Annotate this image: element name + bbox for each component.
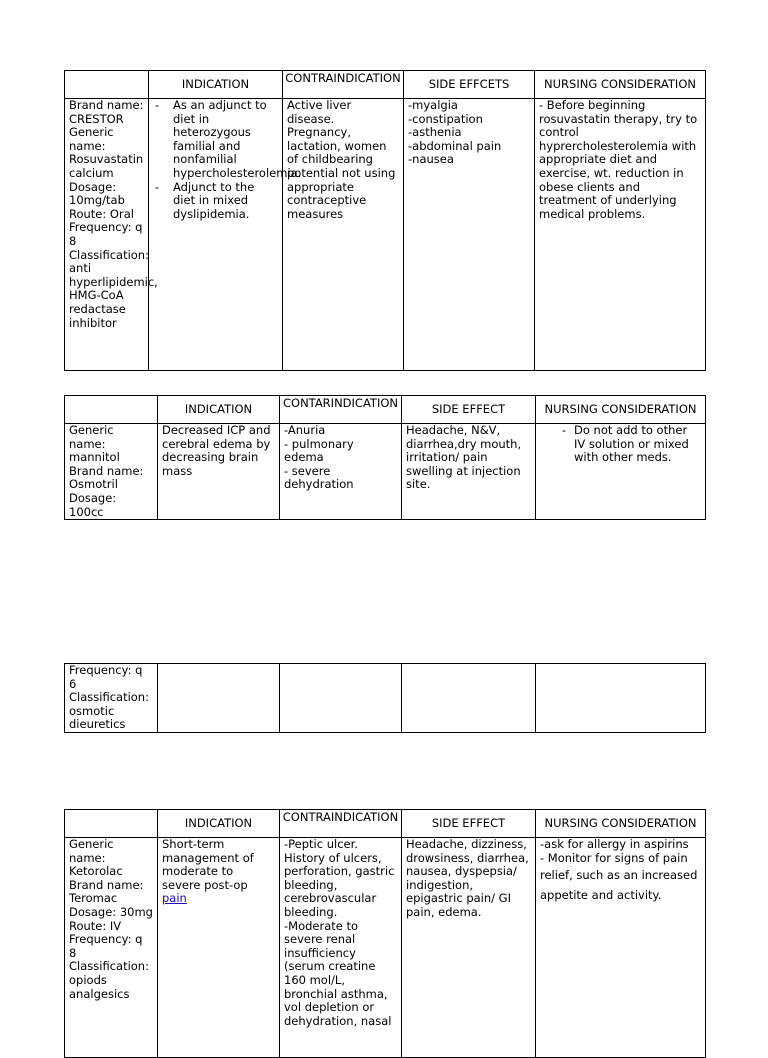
list-item: -myalgia	[408, 98, 458, 112]
contraindication-cell	[280, 664, 402, 733]
list-item: -Peptic ulcer. History of ulcers, perforation, gastric bleeding, cerebrovascular bleeding.	[284, 837, 395, 919]
drug-info-cell	[65, 838, 158, 1058]
generic-name: Generic name: Ketorolac	[69, 837, 123, 879]
header-blank	[65, 71, 149, 99]
indication-cell	[158, 664, 280, 733]
route: Route: IV	[69, 918, 122, 933]
header-nursing-consideration: NURSING CONSIDERATION	[536, 810, 706, 838]
dosage: Dosage: 10mg/tab	[69, 179, 125, 208]
pain-link[interactable]: pain	[162, 891, 187, 906]
generic-name: Generic name: Rosuvastatin calcium	[69, 125, 144, 180]
list-item: -asthenia	[408, 125, 462, 140]
list-item: -ask for allergy in aspirins	[540, 837, 689, 851]
list-item: - Adjunct to the diet in mixed dyslipidemia.	[153, 181, 278, 222]
contraindication-cell: Active liver disease. Pregnancy, lactation, women of childbearing potential not using appropriate contraceptive measures	[283, 99, 404, 371]
drug-table-ketorolac	[64, 809, 706, 1058]
frequency: Frequency: q 8	[69, 932, 143, 960]
nursing-cell	[536, 664, 706, 733]
side-effects-cell: Headache, N&V, diarrhea,dry mouth, irritation/ pain swelling at injection site.	[402, 424, 536, 520]
brand-name: Brand name: Osmotril	[69, 463, 144, 492]
header-side-effect: SIDE EFFECT	[402, 810, 536, 838]
nursing-cell: - Before beginning rosuvastatin therapy, try to control hyprercholesterolemia with appropriate diet and exercise, wt. reduction in obese clients and treatment of underlying medical problems.	[535, 99, 706, 371]
header-contraindication: CONTRAINDICATION	[283, 71, 404, 99]
contraindication-cell	[280, 424, 402, 520]
drug-table-crestor	[64, 70, 706, 371]
list-item: -abdominal pain	[408, 138, 502, 153]
header-nursing-consideration: NURSING CONSIDERATION	[535, 71, 706, 99]
list-item: - pulmonary edema	[284, 436, 354, 465]
table-row	[65, 424, 706, 520]
table-row	[65, 664, 706, 733]
list-item: -Anuria	[284, 423, 326, 437]
dosage: Dosage: 30mg	[69, 904, 153, 919]
brand-name: Brand name: CRESTOR	[69, 98, 144, 126]
table-row	[65, 838, 706, 1058]
drug-info-cell	[65, 98, 158, 371]
table-header-row	[65, 396, 706, 424]
header-nursing-consideration: NURSING CONSIDERATION	[536, 396, 706, 424]
drug-table-mannitol	[64, 395, 706, 520]
nursing-cell	[536, 838, 706, 1058]
header-indication: INDICATION	[158, 810, 280, 838]
route: Route: Oral	[69, 206, 134, 221]
header-indication: INDICATION	[158, 396, 280, 424]
list-item: -nausea	[408, 152, 454, 167]
list-item: relief, such as an increased appetite and activity.	[540, 868, 698, 903]
header-blank	[65, 396, 158, 424]
header-blank	[65, 810, 158, 838]
indication-cell	[158, 838, 280, 1058]
list-item: -constipation	[408, 111, 483, 126]
side-effects-cell: Headache, dizziness, drowsiness, diarrhea, nausea, dyspepsia/ indigestion, epigastric pain/ GI pain, edema.	[402, 838, 536, 1058]
classification: Classification: opiods analgesics	[69, 959, 149, 1001]
drug-info-cell	[65, 664, 158, 733]
header-side-effects: SIDE EFFCETS	[404, 71, 535, 99]
list-item: - Do not add to other IV solution or mixed with other meds.	[540, 424, 701, 465]
header-indication: INDICATION	[149, 71, 283, 99]
classification: Classification: anti hyperlipidemic, HMG-CoA redactase inhibitor	[69, 247, 158, 330]
brand-name: Brand name: Teromac	[69, 877, 144, 906]
header-side-effect: SIDE EFFECT	[402, 396, 536, 424]
dosage: Dosage: 100cc	[69, 490, 117, 519]
list-item: - Monitor for signs of pain	[540, 850, 688, 865]
contraindication-cell	[280, 838, 402, 1058]
nursing-cell	[536, 424, 706, 520]
indication-text: Short-term management of moderate to severe post-op	[162, 837, 254, 892]
list-item: - severe dehydration	[284, 463, 354, 492]
classification: Classification: osmotic dieuretics	[69, 690, 149, 732]
frequency: Frequency: q 6	[69, 663, 143, 691]
table-header-row	[65, 810, 706, 838]
indication-cell: Decreased ICP and cerebral edema by decreasing brain mass	[158, 424, 280, 520]
side-effects-cell	[402, 664, 536, 733]
drug-info-cell	[65, 424, 158, 520]
list-item: -Moderate to severe renal insufficiency (serum creatine 160 mol/L, bronchial asthma, vol depletion or dehydration, nasal	[284, 918, 392, 1028]
header-contraindication: CONTARINDICATION	[280, 396, 402, 424]
drug-table-mannitol-continued	[64, 663, 706, 733]
frequency: Frequency: q 8	[69, 220, 143, 248]
table-header-row	[65, 71, 706, 99]
generic-name: Generic name: mannitol	[69, 423, 120, 465]
table-row	[65, 99, 706, 371]
list-item: - As an adjunct to diet in heterozygous familial and nonfamilial hypercholesterolemia.	[153, 99, 278, 181]
side-effects-cell	[404, 99, 535, 371]
indication-cell	[149, 98, 302, 371]
header-contraindication: CONTRAINDICATION	[280, 810, 402, 838]
